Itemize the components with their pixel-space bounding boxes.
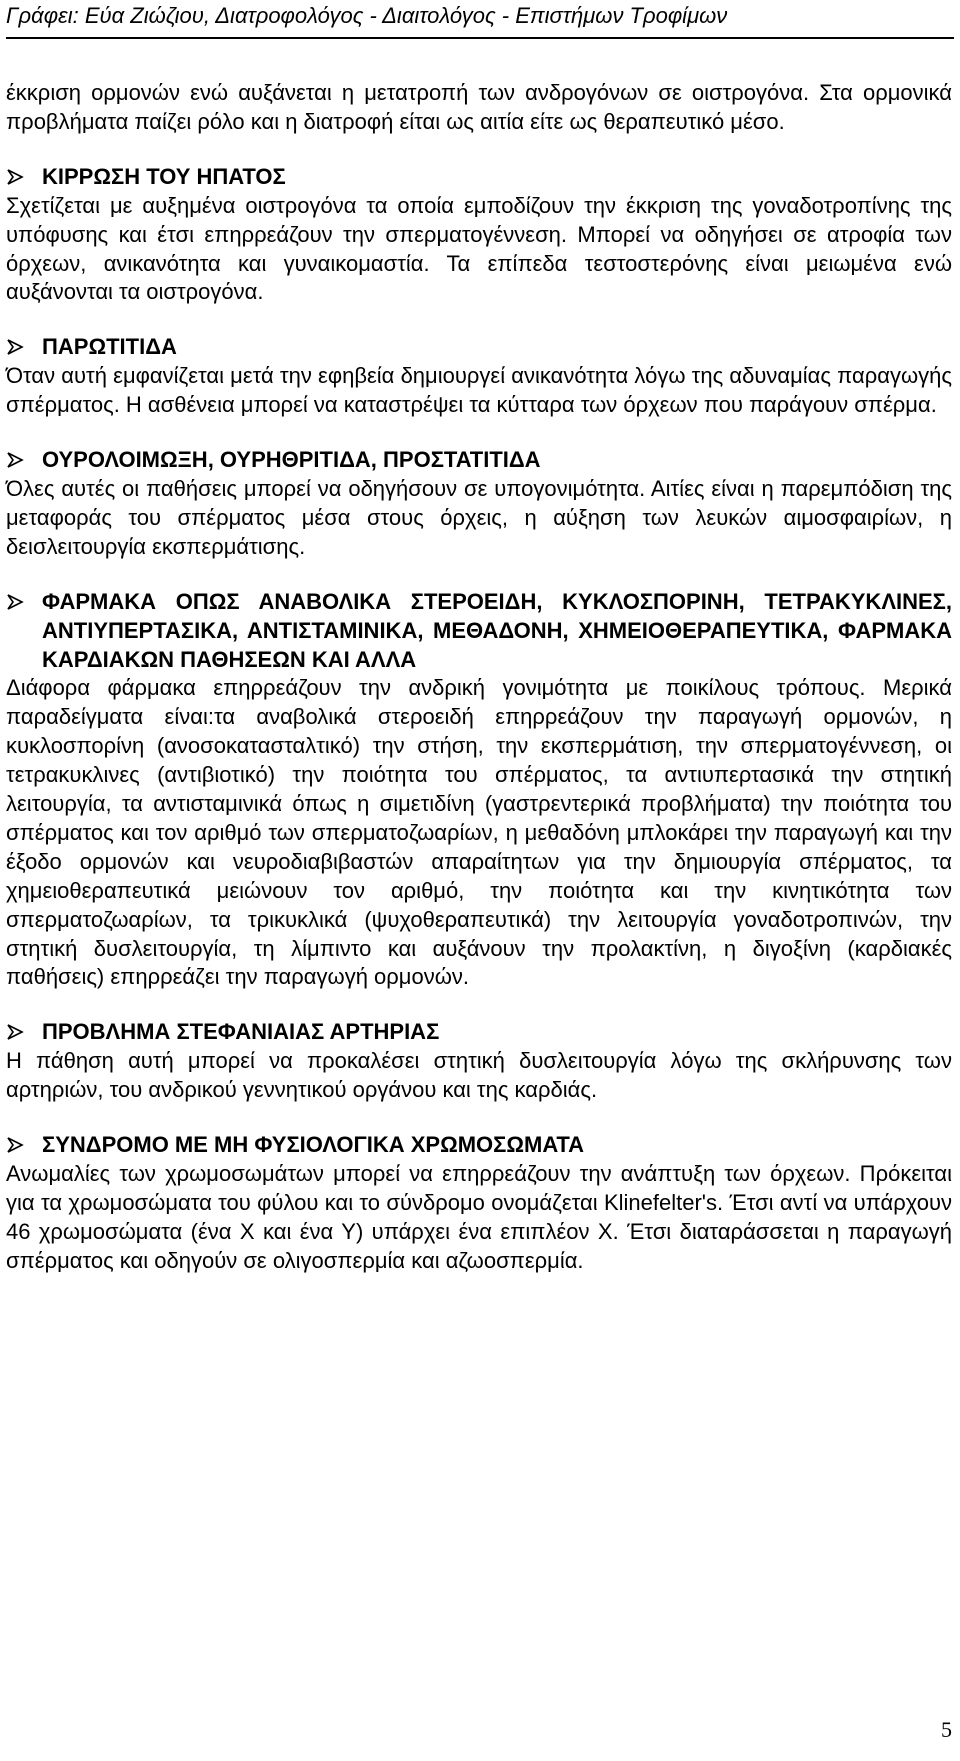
section-heading [6, 163, 952, 192]
section-title: ΣΥΝΔΡΟΜΟ ΜΕ ΜΗ ΦΥΣΙΟΛΟΓΙΚΑ ΧΡΩΜΟΣΩΜΑΤΑ [42, 1132, 585, 1158]
section-title: ΟΥΡΟΛΟΙΜΩΞΗ, ΟΥΡΗΘΡΙΤΙΔΑ, ΠΡΟΣΤΑΤΙΤΙΔΑ [42, 447, 541, 473]
section-body: Η πάθηση αυτή μπορεί να προκαλέσει στητική δυσλειτουργία λόγω της σκλήρυνσης των αρτηριών, του ανδρικού γεννητικού οργάνου και της καρδιάς. [6, 1048, 952, 1103]
section-heading [6, 333, 952, 362]
header-rule [6, 37, 954, 39]
section-body: Ανωμαλίες των χρωμοσωμάτων μπορεί να επηρρεάζουν την ανάπτυξη των όρχεων. Πρόκειται για τα χρωμοσώματα του φύλου και το σύνδρομο ονομάζεται Klinefelter's. Έτσι αντί να υπάρχουν 46 χρωμοσώματα (ένα Χ και ένα Υ) υπάρχει ένα επιπλέον Χ. Έτσι διαταράσσεται η παραγωγή σπέρματος και οδηγούν σε ολιγοσπερμία και αζωοσπερμία. [6, 1161, 952, 1273]
arrowhead-bullet-icon [6, 1023, 24, 1041]
section-body: Όλες αυτές οι παθήσεις μπορεί να οδηγήσουν σε υπογονιμότητα. Αιτίες είναι η παρεμπόδιση της μεταφοράς του σπέρματος μέσα στους όρχεις, η αύξηση των λευκών αιμοσφαιρίων, η δεισλειτουργία εκσπερμάτισης. [6, 475, 952, 559]
arrowhead-bullet-icon [6, 1136, 24, 1154]
section-title: ΦΑΡΜΑΚΑ ΟΠΩΣ ΑΝΑΒΟΛΙΚΑ ΣΤΕΡΟΕΙΔΗ, ΚΥΚΛΟΣΠΟΡΙΝΗ, ΤΕΤΡΑΚΥΚΛΙΝΕΣ, ΑΝΤΙΥΠΕΡΤΑΣΙΚΑ, ΑΝΤΙΣΤΑΜΙΝΙΚΑ, ΜΕΘΑΔΟΝΗ, ΧΗΜΕΙΟΘΕΡΑΠΕΥΤΙΚΑ, ΦΑΡΜΑΚΑ ΚΑΡΔΙΑΚΩΝ ΠΑΘΗΣΕΩΝ ΚΑΙ ΑΛΛΑ [42, 588, 952, 672]
arrowhead-bullet-icon [6, 451, 24, 469]
section-body: Διάφορα φάρμακα επηρρεάζουν την ανδρική γονιμότητα με ποικίλους τρόπους. Μερικά παραδείγματα είναι:τα αναβολικά στεροειδή επηρρεάζουν την παραγωγή ορμονών, η κυκλοσπορίνη (ανοσοκατασταλτικό) την στήση, την εκσπερμάτιση, την σπερματογέννεση, οι τετρακυκλινες (αντιβιοτικό) την ποιότητα του σπέρματος, τα αντιυπερτασικά την στητική λειτουργία, τα αντισταμινικά όπως η σιμετιδίνη (γαστρεντερικά προβλήματα) την ποιότητα του σπέρματος και τον αριθμό των σπερματοζωαρίων, η μεθαδόνη μπλοκάρει την παραγωγή και την έξοδο ορμονών και νευροδιαβιβαστών απαραίτητων για την δημιουργία σπέρματος, τα χημειοθεραπευτικά μειώνουν τον αριθμό, την ποιότητα και την κινητικότητα των σπερματοζωαρίων, τα τρικυκλικά (ψυχοθεραπευτικά) την λειτουργία γοναδοτροπινών, την στητική δυσλειτουργία, τη λίμπιντο και αυξάνουν την προλακτίνη, η διγοξίνη (καρδιακές παθήσεις) επηρρεάζει την παραγωγή ορμονών. [6, 675, 952, 990]
section-mumps [6, 333, 952, 420]
section-heading [6, 446, 952, 475]
section-cirrhosis [6, 163, 952, 308]
section-title: ΠΑΡΩΤΙΤΙΔΑ [42, 334, 177, 360]
document-body [6, 79, 952, 1276]
section-heading [6, 1131, 952, 1160]
intro-paragraph: έκκριση ορμονών ενώ αυξάνεται η μετατροπή των ανδρογόνων σε οιστρογόνα. Στα ορμονικά προβλήματα παίζει ρόλο και η διατροφή είται ως αιτία είτε ως θεραπευτικό μέσο. [6, 80, 952, 134]
section-urinary-infections [6, 446, 952, 562]
arrowhead-bullet-icon [6, 168, 24, 186]
section-title: ΠΡΟΒΛΗΜΑ ΣΤΕΦΑΝΙΑΙΑΣ ΑΡΤΗΡΙΑΣ [42, 1019, 440, 1045]
section-chromosomes [6, 1131, 952, 1276]
section-medications [6, 588, 952, 993]
page-number: 5 [941, 1717, 952, 1742]
section-heading [6, 588, 952, 675]
section-coronary-artery [6, 1018, 952, 1105]
arrowhead-bullet-icon [6, 338, 24, 356]
section-body: Σχετίζεται με αυξημένα οιστρογόνα τα οποία εμποδίζουν την έκκριση της γοναδοτροπίνης της υπόφυσης και έτσι επηρρεάζουν την σπερματογέννεση. Μπορεί να οδηγήσει σε ατροφία των όρχεων, ανικανότητα και γυναικομαστία. Τα επίπεδα τεστοστερόνης είναι μειωμένα ενώ αυξάνονται τα οιστρογόνα. [6, 192, 952, 305]
arrowhead-bullet-icon [6, 593, 24, 611]
section-body: Όταν αυτή εμφανίζεται μετά την εφηβεία δημιουργεί ανικανότητα λόγω της αδυναμίας παραγωγής σπέρματος. Η ασθένεια μπορεί να καταστρέψει τα κύτταρα των όρχεων που παράγουν σπέρμα. [6, 363, 952, 418]
running-header: Γράφει: Εύα Ζιώζιου, Διατροφολόγος - Διαιτολόγος - Επιστήμων Τροφίμων [6, 3, 728, 28]
section-title: ΚΙΡΡΩΣΗ ΤΟΥ ΗΠΑΤΟΣ [42, 163, 286, 189]
section-heading [6, 1018, 952, 1047]
